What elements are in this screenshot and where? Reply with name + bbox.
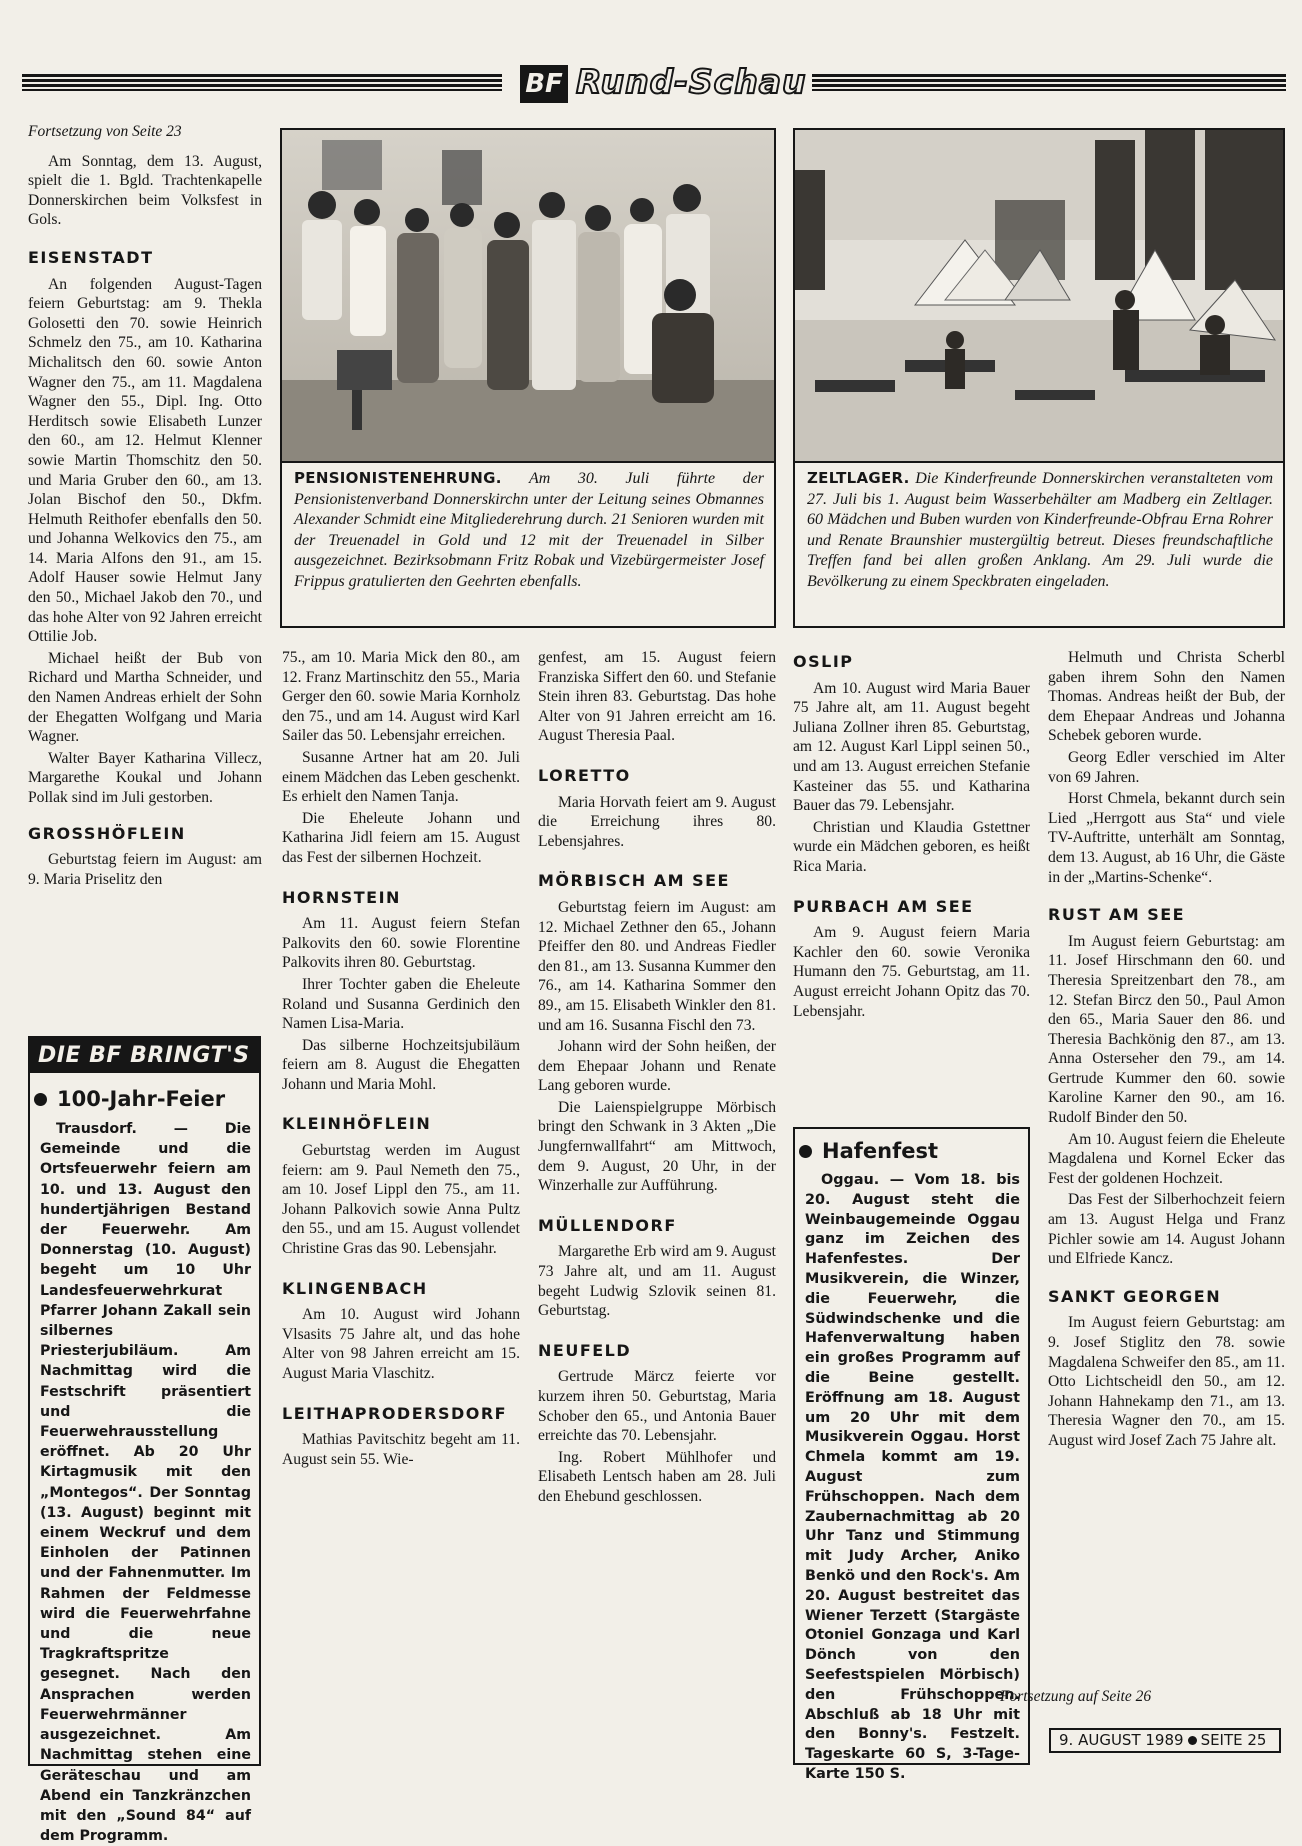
intro-paragraph: Am Sonntag, dem 13. August, spielt die 1. Bgld. Trachtenkapelle Donnerskirchen beim Volksfest in Gols.: [28, 152, 262, 229]
paragraph: Ing. Robert Mühlhofer und Elisabeth Lentsch haben am 28. Juli den Ehebund geschlossen.: [538, 1448, 776, 1505]
paragraph: Christian und Klaudia Gstettner wurde ein Mädchen geboren, es heißt Rica Maria.: [793, 818, 1030, 875]
bullet-icon: [799, 1145, 812, 1158]
paragraph: Am 10. August feiern die Eheleute Magdalena und Kornel Ecker das Fest der goldenen Hochzeit.: [1048, 1130, 1285, 1187]
paragraph: Die Laienspielgruppe Mörbisch bringt den Schwank in 3 Akten „Die Jungfernwallfahrt“ am Mittwoch, dem 9. August, 20 Uhr, in der Winzerhalle zur Aufführung.: [538, 1098, 776, 1195]
caption-text: Die Kinderfreunde Donnerskirchen veranstalteten vom 27. Juli bis 1. August beim Wasserbehälter am Madberg ein Zeltlager. 60 Mädchen und Buben wurden von Kinderfreunde-Obfrau Erna Rohrer und Renate Braunshier mustergültig betreut. Dieses freundschaftliche Treffen fand bei allen großen Anklang. Am 29. Juli wurde die Bevölkerung zu einem Speckbraten eingeladen.: [807, 470, 1274, 590]
paragraph: Am 11. August feiern Stefan Palkovits den 60. sowie Florentine Palkovits ihren 80. Geburtstag.: [282, 915, 520, 972]
photo-pensionistenehrung: [280, 128, 776, 463]
caption-zeltlager: [793, 463, 1285, 628]
box-title-text: Hafenfest: [822, 1139, 938, 1163]
heading-muellendorf: MÜLLENDORF: [538, 1215, 677, 1235]
heading-sankt-georgen: SANKT GEORGEN: [1048, 1286, 1222, 1306]
paragraph: Maria Horvath feiert am 9. August die Erreichung ihres 80. Lebensjahres.: [538, 793, 776, 850]
continued-from: Fortsetzung von Seite 23: [28, 123, 182, 140]
paragraph: Geburtstag werden im August feiern: am 9. Paul Nemeth den 75., am 10. Josef Lippl den 75., am 11. Johann Palkovich sowie Anna Pultz den 55., und am 15. August vollendet Christine Gras das 90. Lebensjahr.: [282, 1142, 520, 1258]
heading-purbach: PURBACH AM SEE: [793, 896, 974, 916]
paragraph: Ihrer Tochter gaben die Eheleute Roland und Susanna Gerdinich den Namen Lisa-Maria.: [282, 975, 520, 1033]
bullet-icon: [1188, 1736, 1197, 1745]
column-4: [793, 648, 1030, 1023]
box-title: [34, 1087, 259, 1111]
paragraph: Georg Edler verschied im Alter von 69 Jahren.: [1048, 748, 1285, 786]
box-text-body: Trausdorf. — Die Gemeinde und die Ortsfeuerwehr feiern am 10. und 13. August den hundertjährigen Bestand der Feuerwehr. Am Donnerstag (10. August) begeht um 10 Uhr Landesfeuerwehrkurat Pfarrer Johann Zakall sein silbernes Priesterjubiläum. Am Nachmittag wird die Festschrift präsentiert und die Feuerwehrausstellung eröffnet. Ab 20 Uhr Kirtagmusik mit den „Montegos“. Der Sonntag (13. August) beginnt mit einem Weckruf und dem Einholen der Patinnen und der Fahnenmutter. Im Rahmen der Feldmesse wird die Feuerwehrfahne und die neue Tragkraftspritze gesegnet. Nach den Ansprachen werden Feuerwehrmänner ausgezeichnet. Am Nachmittag stehen eine Geräteschau und am Abend ein Tanzkränzchen mit den „Sound 84“ auf dem Programm.: [40, 1121, 251, 1845]
heading-loretto: LORETTO: [538, 765, 631, 785]
caption-head: PENSIONISTENEHRUNG.: [294, 469, 502, 487]
paragraph: Geburtstag feiern im August: am 9. Maria Priselitz den: [28, 851, 262, 888]
paragraph: An folgenden August-Tagen feiern Geburtstag: am 9. Thekla Golosetti den 70. sowie Heinrich Schmelz den 75., am 10. Katharina Michalitsch den 60. sowie Anton Wagner den 75., am 11. Magdalena Wagner den 55., Dipl. Ing. Otto Herditsch sowie Elisabeth Lunzer den 60., am 12. Helmut Klenner sowie Martin Thomschitz den 50. und Maria Gruber den 60., am 13. Jolan Bischof den 50., Dkfm. Helmuth Reithofer ebenfalls den 50. und Johanna Welkovics den 75., am 14. Maria Alfons den 91., am 15. Adolf Hauser sowie Helmut Jany den 50., Michael Jakob den 70., und das hohe Alter von 92 Jahren erreicht Ottilie Job.: [28, 275, 262, 646]
paragraph: Gertrude Märcz feierte vor kurzem ihren 50. Geburtstag, Maria Schober den 65., und Antonia Bauer erreichte das 70. Lebensjahr.: [538, 1368, 776, 1445]
heading-grosshoeflein: GROSSHÖFLEIN: [28, 823, 186, 843]
paragraph: Die Eheleute Johann und Katharina Jidl feiern am 15. August das Fest der silbernen Hochzeit.: [282, 809, 520, 866]
bullet-icon: [34, 1093, 47, 1106]
camp-photo-illustration: [795, 130, 1283, 461]
masthead-rule-left: [22, 74, 502, 91]
caption-text: Am 30. Juli führte der Pensionistenverband Donnerskirchn unter der Leitung seines Obmannes Alexander Schmidt eine Mitgliederehrung durch. 21 Senioren wurden mit der Treuenadel in Gold und 12 mit der Treuenadel in Silber ausgezeichnet. Bezirksobmann Fritz Robak und Vizebürgermeister Josef Frippus gratulierten den Geehrten ebenfalls.: [294, 470, 764, 590]
page-number: SEITE 25: [1200, 1731, 1267, 1749]
box-text-body: Oggau. — Vom 18. bis 20. August steht die Weinbaugemeinde Oggau ganz im Zeichen des Hafenfestes. Der Musikverein, die Winzer, die Feuerwehr, die Südwindschenke und die Hafenverwaltung haben ein großes Programm auf die Beine gestellt. Eröffnung am 18. August um 20 Uhr mit dem Musikverein Oggau. Horst Chmela kommt am 19. August zum Frühschoppen. Nach dem Zaubernachmittag ab 20 Uhr Tanz und Stimmung mit Judy Archer, Aniko Benkö und den Rock's. Am 20. August bestreitet das Wiener Terzett (Stargäste Otoniel Gonzaga und Karl Dönch von den Seefestspielen Mörbisch) den Frühschoppen. Abschluß ab 18 Uhr mit den Bonny's. Festzelt. Tageskarte 60 S, 3-Tage-Karte 150 S.: [805, 1172, 1020, 1782]
paragraph: Michael heißt der Bub von Richard und Martha Schneider, und den Namen Andreas erhielt der Sohn der Ehegatten Wolfgang und Maria Wagner.: [28, 649, 262, 746]
paragraph: Das Fest der Silberhochzeit feiern am 13. August Helga und Franz Pichler sowie am 14. August Johann und Elfriede Kancz.: [1048, 1191, 1285, 1268]
heading-leithaprodersdorf: LEITHAPRODERSDORF: [282, 1403, 508, 1423]
paragraph: 75., am 10. Maria Mick den 80., am 12. Franz Martinschitz den 55., Maria Gerger den 60. sowie Maria Kornholz den 75., und am 14. August wird Karl Sailer das 50. Lebensjahr erreichen.: [282, 649, 520, 745]
heading-moerbisch: MÖRBISCH AM SEE: [538, 871, 730, 891]
heading-eisenstadt: EISENSTADT: [28, 247, 154, 267]
heading-oslip: OSLIP: [793, 652, 854, 671]
heading-hornstein: HORNSTEIN: [282, 887, 401, 907]
masthead-rule-right: [812, 74, 1286, 91]
paragraph: Walter Bayer Katharina Villecz, Margarethe Koukal und Johann Pollak sind im Juli gestorben.: [28, 749, 262, 806]
section-title: Rund-Schau: [576, 62, 807, 101]
masthead: [22, 60, 1286, 106]
group-photo-illustration: [282, 130, 774, 461]
paragraph: Susanne Artner hat am 20. Juli einem Mädchen das Leben geschenkt. Es erhielt den Namen Tanja.: [282, 748, 520, 806]
box-text: [30, 1119, 259, 1846]
heading-neufeld: NEUFELD: [538, 1340, 632, 1360]
paragraph: Das silberne Hochzeitsjubiläum feiern am 8. August die Ehegatten Johann und Maria Mohl.: [282, 1036, 520, 1093]
column-1: [28, 122, 262, 891]
caption-pensionistenehrung: [280, 463, 776, 628]
column-5: [1048, 648, 1285, 1453]
paragraph: Geburtstag feiern im August: am 12. Michael Zethner den 65., Johann Pfeiffer den 80. und Andreas Fiedler den 81., am 13. Susanna Kummer den 76., am 14. Katharina Sommer den 89., am 15. Elisabeth Winkler den 81. und am 16. Susanna Fischl den 73.: [538, 898, 776, 1034]
paragraph: Am 9. August feiern Maria Kachler den 60. sowie Veronika Humann den 75. Geburtstag, am 11. August erreicht Johann Opitz das 70. Lebensjahr.: [793, 924, 1030, 1020]
heading-klingenbach: KLINGENBACH: [282, 1278, 428, 1298]
paragraph: Johann wird der Sohn heißen, der dem Ehepaar Johann und Renate Lang geboren wurde.: [538, 1038, 776, 1095]
box-text: [795, 1171, 1028, 1785]
paragraph: genfest, am 15. August feiern Franziska Siffert den 60. und Stefanie Stein ihren 83. Geburtstag. Das hohe Alter von 91 Jahren erreicht am 16. August Theresia Paal.: [538, 649, 776, 745]
paragraph: Im August feiern Geburtstag: am 9. Josef Stiglitz den 78. sowie Magdalena Schweifer den 85., am 11. Otto Lichtscheidl den 50., am 12. Johann Hahnekamp den 71., am 13. Theresia Wagner den 70., am 15. August wird Josef Zach 75 Jahre alt.: [1048, 1314, 1285, 1449]
paragraph: Am 10. August wird Maria Bauer 75 Jahre alt, am 11. August begeht Juliana Zollner ihren 85. Geburtstag, am 12. August Karl Lippl seinen 50., und am 13. August erreichen Stefanie Kasteiner das 55. und Katharina Bauer das 79. Lebensjahr.: [793, 679, 1030, 815]
heading-kleinhoeflein: KLEINHÖFLEIN: [282, 1114, 432, 1134]
box-title: [799, 1139, 1028, 1163]
bf-logo: BF: [520, 65, 568, 103]
continued-to: Fortsetzung auf Seite 26: [1000, 1688, 1152, 1705]
paragraph: Helmuth und Christa Scherbl gaben ihrem Sohn den Namen Thomas. Andreas heißt der Bub, der dem Ehepaar Andreas und Johanna Schebek geboren wurde.: [1048, 649, 1285, 745]
caption-head: ZELTLAGER.: [807, 469, 910, 487]
column-2: [282, 648, 520, 1471]
paragraph: Im August feiern Geburtstag: am 11. Josef Hirschmann den 60. und Theresia Spreitzenbart den 78., am 12. Stefan Bircz den 50., Paul Amon den 65., Maria Sauer den 86. und Theresia Bachkönig den 87., am 13. Anna Osterseher den 79., am 14. Gertrude Kummer den 60. sowie Karoline Karner den 90., am 16. Rudolf Binder den 50.: [1048, 932, 1285, 1127]
box-title-text: 100-Jahr-Feier: [57, 1087, 226, 1111]
paragraph: Margarethe Erb wird am 9. August 73 Jahre alt, und am 11. August begeht Ludwig Szlovik seinen 81. Geburtstag.: [538, 1243, 776, 1320]
hafenfest-box: [793, 1127, 1030, 1782]
paragraph: Am 10. August wird Johann Vlsasits 75 Jahre alt, und das hohe Alter von 98 Jahren erreicht am 15. August Maria Vlaschitz.: [282, 1306, 520, 1382]
heading-rust: RUST AM SEE: [1048, 905, 1186, 925]
bf-bringts-box: [28, 1036, 261, 1845]
column-3: [538, 648, 776, 1509]
photo-zeltlager: [793, 128, 1285, 463]
issue-date: 9. AUGUST 1989: [1059, 1731, 1184, 1749]
page-footer: [1049, 1728, 1281, 1753]
bf-bringts-banner: DIE BF BRINGT'S: [30, 1038, 259, 1073]
paragraph: Horst Chmela, bekannt durch sein Lied „Herrgott aus Sta“ und viele TV-Auftritte, unterhält am Sonntag, dem 13. August, ab 16 Uhr, die Gäste in der „Martins-Schenke“.: [1048, 790, 1285, 886]
paragraph: Mathias Pavitschitz begeht am 11. August sein 55. Wie-: [282, 1431, 520, 1468]
